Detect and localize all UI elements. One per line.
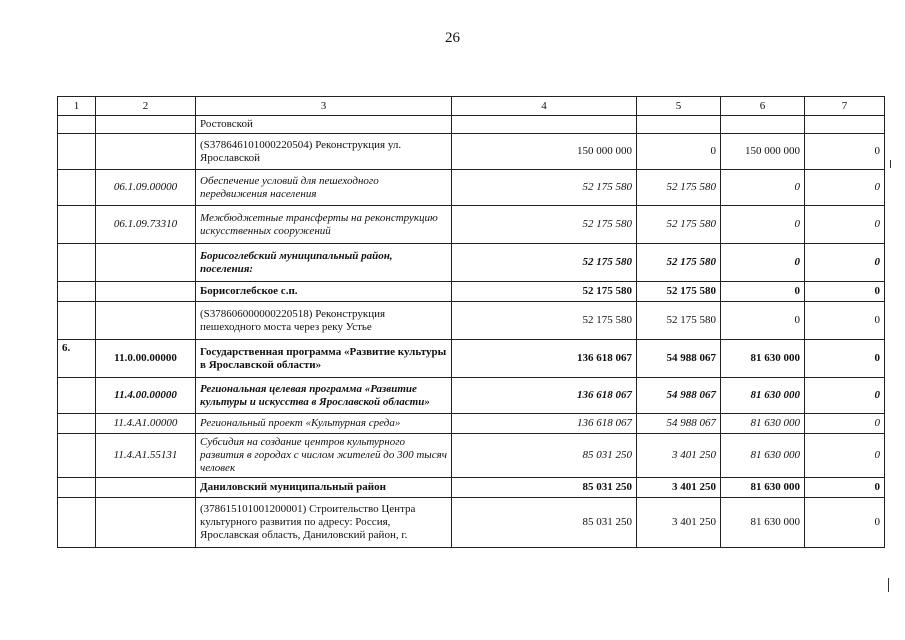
row-code: 11.0.00.00000 bbox=[96, 340, 196, 378]
row-value-col7 bbox=[805, 116, 885, 134]
row-value-col5: 3 401 250 bbox=[637, 434, 721, 478]
page-number: 26 bbox=[445, 30, 460, 46]
row-code bbox=[96, 282, 196, 302]
table-row bbox=[58, 206, 885, 244]
row-value-col7: 0 bbox=[805, 378, 885, 414]
row-value-col6: 81 630 000 bbox=[721, 478, 805, 498]
row-number bbox=[58, 498, 96, 548]
row-code bbox=[96, 302, 196, 340]
row-code bbox=[96, 134, 196, 170]
row-name: (378615101001200001) Строительство Центра культурного развития по адресу: Россия, Ярославская область, Даниловский район, г. bbox=[196, 498, 452, 548]
table-row bbox=[58, 134, 885, 170]
row-number bbox=[58, 414, 96, 434]
table-row bbox=[58, 434, 885, 478]
row-value-col4: 52 175 580 bbox=[452, 302, 637, 340]
row-number bbox=[58, 134, 96, 170]
budget-table bbox=[57, 96, 885, 548]
row-number bbox=[58, 478, 96, 498]
row-value-col6: 81 630 000 bbox=[721, 340, 805, 378]
row-name: Региональная целевая программа «Развитие культуры и искусства в Ярославской области» bbox=[196, 378, 452, 414]
row-value-col5: 54 988 067 bbox=[637, 414, 721, 434]
row-value-col7: 0 bbox=[805, 414, 885, 434]
row-value-col6: 81 630 000 bbox=[721, 378, 805, 414]
scan-mark bbox=[888, 578, 889, 592]
row-number bbox=[58, 302, 96, 340]
row-value-col6: 0 bbox=[721, 206, 805, 244]
header-cell: 7 bbox=[805, 97, 885, 116]
row-value-col4: 52 175 580 bbox=[452, 282, 637, 302]
row-value-col5: 52 175 580 bbox=[637, 302, 721, 340]
row-value-col5 bbox=[637, 116, 721, 134]
row-value-col7: 0 bbox=[805, 434, 885, 478]
row-number bbox=[58, 244, 96, 282]
row-name: Региональный проект «Культурная среда» bbox=[196, 414, 452, 434]
row-value-col5: 3 401 250 bbox=[637, 478, 721, 498]
row-value-col4: 52 175 580 bbox=[452, 206, 637, 244]
header-cell: 6 bbox=[721, 97, 805, 116]
row-name: Государственная программа «Развитие культуры в Ярославской области» bbox=[196, 340, 452, 378]
row-value-col5: 52 175 580 bbox=[637, 244, 721, 282]
row-name: Даниловский муниципальный район bbox=[196, 478, 452, 498]
row-code bbox=[96, 116, 196, 134]
row-value-col6: 81 630 000 bbox=[721, 434, 805, 478]
table-row bbox=[58, 340, 885, 378]
row-number bbox=[58, 282, 96, 302]
row-value-col6: 0 bbox=[721, 244, 805, 282]
row-code: 11.4.A1.00000 bbox=[96, 414, 196, 434]
row-code: 11.4.A1.55131 bbox=[96, 434, 196, 478]
table-row bbox=[58, 302, 885, 340]
row-value-col6: 0 bbox=[721, 302, 805, 340]
header-cell: 5 bbox=[637, 97, 721, 116]
row-value-col4: 52 175 580 bbox=[452, 170, 637, 206]
row-value-col4: 85 031 250 bbox=[452, 478, 637, 498]
row-value-col7: 0 bbox=[805, 498, 885, 548]
row-value-col6: 150 000 000 bbox=[721, 134, 805, 170]
row-code bbox=[96, 244, 196, 282]
row-value-col5: 54 988 067 bbox=[637, 340, 721, 378]
row-value-col6: 81 630 000 bbox=[721, 414, 805, 434]
row-name: (S378646101000220504) Реконструкция ул. Ярославской bbox=[196, 134, 452, 170]
row-number: 6. bbox=[58, 340, 96, 378]
header-cell: 3 bbox=[196, 97, 452, 116]
table-row bbox=[58, 378, 885, 414]
row-value-col5: 52 175 580 bbox=[637, 282, 721, 302]
row-value-col5: 0 bbox=[637, 134, 721, 170]
table-header-row bbox=[58, 97, 885, 116]
row-code: 06.1.09.73310 bbox=[96, 206, 196, 244]
row-value-col4: 136 618 067 bbox=[452, 378, 637, 414]
row-code bbox=[96, 498, 196, 548]
row-value-col6: 0 bbox=[721, 170, 805, 206]
table-row bbox=[58, 414, 885, 434]
row-code: 06.1.09.00000 bbox=[96, 170, 196, 206]
row-value-col7: 0 bbox=[805, 478, 885, 498]
header-cell: 2 bbox=[96, 97, 196, 116]
row-value-col4 bbox=[452, 116, 637, 134]
row-value-col4: 150 000 000 bbox=[452, 134, 637, 170]
row-number bbox=[58, 170, 96, 206]
row-name: Борисоглебский муниципальный район, поселения: bbox=[196, 244, 452, 282]
row-value-col4: 52 175 580 bbox=[452, 244, 637, 282]
row-value-col7: 0 bbox=[805, 282, 885, 302]
table-row bbox=[58, 498, 885, 548]
row-code: 11.4.00.00000 bbox=[96, 378, 196, 414]
row-value-col7: 0 bbox=[805, 134, 885, 170]
row-name: Обеспечение условий для пешеходного передвижения населения bbox=[196, 170, 452, 206]
row-number bbox=[58, 434, 96, 478]
scan-mark bbox=[890, 160, 891, 168]
row-value-col6: 81 630 000 bbox=[721, 498, 805, 548]
row-value-col6 bbox=[721, 116, 805, 134]
row-value-col5: 54 988 067 bbox=[637, 378, 721, 414]
row-value-col7: 0 bbox=[805, 244, 885, 282]
row-value-col7: 0 bbox=[805, 302, 885, 340]
table-row bbox=[58, 244, 885, 282]
table-row bbox=[58, 116, 885, 134]
row-value-col4: 136 618 067 bbox=[452, 340, 637, 378]
row-value-col7: 0 bbox=[805, 340, 885, 378]
row-value-col6: 0 bbox=[721, 282, 805, 302]
table-row bbox=[58, 478, 885, 498]
row-value-col5: 52 175 580 bbox=[637, 170, 721, 206]
row-value-col7: 0 bbox=[805, 170, 885, 206]
table-row bbox=[58, 170, 885, 206]
row-name: Межбюджетные трансферты на реконструкцию искусственных сооружений bbox=[196, 206, 452, 244]
row-number bbox=[58, 378, 96, 414]
row-value-col5: 3 401 250 bbox=[637, 498, 721, 548]
table-row bbox=[58, 282, 885, 302]
row-value-col4: 136 618 067 bbox=[452, 414, 637, 434]
row-name: (S378606000000220518) Реконструкция пешеходного моста через реку Устье bbox=[196, 302, 452, 340]
row-name: Борисоглебское с.п. bbox=[196, 282, 452, 302]
row-name: Ростовской bbox=[196, 116, 452, 134]
row-number bbox=[58, 206, 96, 244]
header-cell: 4 bbox=[452, 97, 637, 116]
header-cell: 1 bbox=[58, 97, 96, 116]
row-number bbox=[58, 116, 96, 134]
row-value-col7: 0 bbox=[805, 206, 885, 244]
row-value-col4: 85 031 250 bbox=[452, 434, 637, 478]
row-value-col4: 85 031 250 bbox=[452, 498, 637, 548]
row-code bbox=[96, 478, 196, 498]
row-name: Субсидия на создание центров культурного развития в городах с числом жителей до 300 тысяч человек bbox=[196, 434, 452, 478]
row-value-col5: 52 175 580 bbox=[637, 206, 721, 244]
